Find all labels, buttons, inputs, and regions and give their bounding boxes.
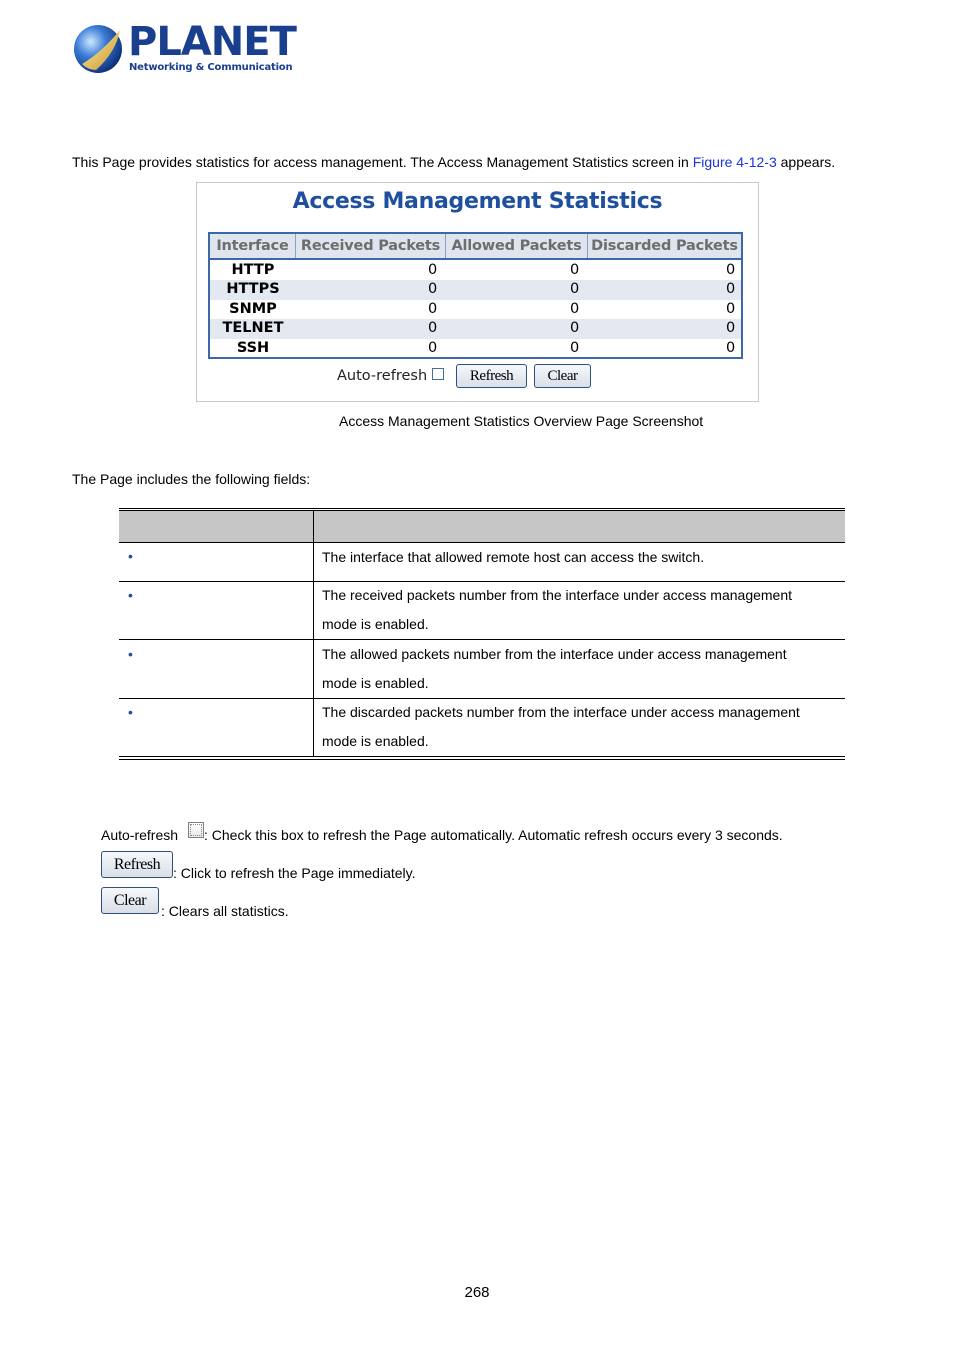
- refresh-button[interactable]: Refresh: [456, 364, 527, 388]
- cell-received: 0: [428, 262, 438, 278]
- field-description: The interface that allowed remote host can access the switch.: [322, 549, 705, 565]
- table-row: [210, 261, 741, 280]
- cell-interface: HTTP: [231, 262, 275, 278]
- screenshot-title: Access Management Statistics: [292, 189, 663, 214]
- cell-allowed: 0: [570, 339, 580, 356]
- cell-allowed: 0: [570, 281, 580, 298]
- auto-refresh-description: : Check this box to refresh the Page automatically. Automatic refresh occurs every 3 seconds.: [204, 827, 783, 843]
- refresh-button-sample: Refresh: [101, 851, 173, 878]
- row-bullet: •: [128, 587, 133, 603]
- cell-interface: TELNET: [222, 320, 284, 337]
- cell-allowed: 0: [570, 262, 580, 278]
- table-rule: [119, 756, 845, 757]
- auto-refresh-label: Auto-refresh: [337, 368, 428, 384]
- statistics-table-header: [210, 234, 741, 260]
- cell-interface: HTTPS: [226, 281, 280, 298]
- cell-received: 0: [428, 320, 438, 337]
- field-description: The allowed packets number from the interface under access management mode is enabled.: [322, 646, 787, 691]
- cell-discarded: 0: [726, 339, 736, 356]
- table-rule: [119, 508, 845, 509]
- row-bullet: •: [128, 646, 133, 662]
- clear-description: : Clears all statistics.: [161, 903, 289, 919]
- column-interface: Interface: [210, 234, 296, 258]
- clear-button-sample: Clear: [101, 887, 159, 914]
- table-row: [210, 280, 741, 299]
- fields-intro: The Page includes the following fields:: [72, 471, 311, 487]
- intro-text: This Page provides statistics for access management. The Access Management Statistics screen in: [72, 154, 693, 170]
- page-number: 268: [464, 1284, 490, 1301]
- table-row: [210, 300, 741, 319]
- cell-interface: SNMP: [229, 300, 277, 317]
- cell-allowed: 0: [570, 320, 580, 337]
- fields-table-header: [119, 511, 845, 542]
- intro-text-end: appears.: [776, 154, 836, 170]
- table-rule: [119, 759, 845, 760]
- cell-received: 0: [428, 300, 438, 317]
- row-bullet: •: [128, 704, 133, 720]
- figure-caption: Access Management Statistics Overview Page Screenshot: [339, 413, 704, 429]
- logo-wordmark: PLANET: [128, 19, 296, 65]
- auto-refresh-checkbox[interactable]: [432, 368, 444, 380]
- cell-allowed: 0: [570, 300, 580, 317]
- row-bullet: •: [128, 548, 133, 564]
- auto-refresh-heading: Auto-refresh: [101, 827, 179, 843]
- screenshot-panel: [196, 182, 759, 402]
- cell-received: 0: [428, 281, 438, 298]
- field-description: The discarded packets number from the interface under access management mode is enabled.: [322, 704, 800, 749]
- clear-button[interactable]: Clear: [534, 364, 591, 388]
- column-divider: [313, 511, 314, 757]
- refresh-description: : Click to refresh the Page immediately.: [173, 865, 416, 881]
- cell-discarded: 0: [726, 262, 736, 278]
- logo-tagline: Networking & Communication: [129, 62, 293, 73]
- figure-link[interactable]: Figure 4-12-3: [692, 154, 777, 170]
- auto-refresh-checkbox-sample: [188, 822, 204, 838]
- column-received-packets: Received Packets: [296, 234, 446, 258]
- column-discarded-packets: Discarded Packets: [591, 238, 738, 254]
- cell-discarded: 0: [726, 320, 736, 337]
- cell-discarded: 0: [726, 281, 736, 298]
- intro-paragraph: [72, 154, 835, 170]
- cell-received: 0: [428, 339, 438, 356]
- cell-discarded: 0: [726, 300, 736, 317]
- field-description: The received packets number from the interface under access management mode is enabled.: [322, 587, 793, 632]
- statistics-table: [208, 232, 743, 359]
- table-row: [210, 319, 741, 338]
- cell-interface: SSH: [236, 339, 270, 356]
- table-row: [210, 339, 741, 358]
- column-allowed-packets: Allowed Packets: [446, 234, 588, 258]
